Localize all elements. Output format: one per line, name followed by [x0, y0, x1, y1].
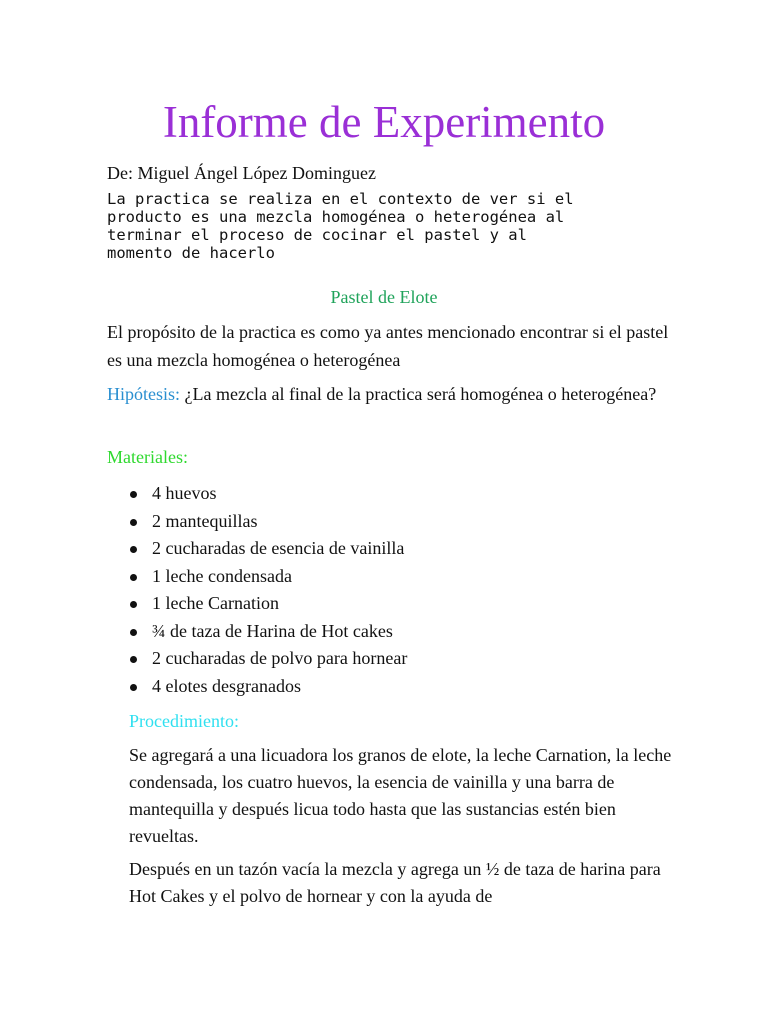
procedure-step-1: Se agregará a una licuadora los granos de elote, la leche Carnation, la leche condensada, los cuatro huevos, la esencia de vainilla y una barra de mantequilla y después licua todo hasta que las sustancias estén bien revueltas.	[129, 745, 672, 846]
material-item: ¾ de taza de Harina de Hot cakes	[152, 620, 393, 641]
purpose-paragraph: El propósito de la practica es como ya antes mencionado encontrar si el pastel es una mezcla homogénea o heterogénea	[107, 322, 669, 370]
bullet-icon	[130, 601, 137, 608]
materials-list	[125, 480, 407, 700]
material-item: 4 elotes desgranados	[152, 675, 301, 696]
procedure-heading: Procedimiento:	[129, 711, 239, 731]
procedure-step-2: Después en un tazón vacía la mezcla y agrega un ½ de taza de harina para Hot Cakes y el polvo de hornear y con la ayuda de	[129, 859, 661, 906]
material-item: 2 cucharadas de esencia de vainilla	[152, 538, 405, 558]
bullet-icon	[130, 519, 137, 526]
list-item	[125, 618, 407, 646]
list-item	[125, 508, 407, 536]
bullet-icon	[130, 629, 137, 636]
bullet-icon	[130, 574, 137, 581]
list-item	[125, 480, 407, 508]
bullet-icon	[130, 491, 137, 498]
material-item: 2 mantequillas	[152, 510, 258, 531]
material-item: 2 cucharadas de polvo para hornear	[152, 648, 408, 668]
list-item	[125, 673, 407, 701]
document-title: Informe de Experimento	[162, 97, 606, 147]
author-line: De: Miguel Ángel López Dominguez	[107, 163, 376, 183]
bullet-icon	[130, 546, 137, 553]
bullet-icon	[130, 656, 137, 663]
list-item	[125, 645, 407, 673]
bullet-icon	[130, 684, 137, 691]
hypothesis-text: ¿La mezcla al final de la practica será homogénea o heterogénea?	[180, 384, 657, 404]
materials-heading: Materiales:	[107, 447, 188, 467]
hypothesis-label: Hipótesis:	[107, 384, 181, 404]
material-item: 1 leche condensada	[152, 565, 292, 586]
material-item: 1 leche Carnation	[152, 593, 279, 613]
list-item	[125, 563, 407, 591]
list-item	[125, 535, 407, 563]
hypothesis-paragraph	[107, 380, 677, 408]
material-item: 4 huevos	[152, 483, 217, 503]
list-item	[125, 590, 407, 618]
recipe-subtitle: Pastel de Elote	[330, 287, 438, 307]
context-paragraph: La practica se realiza en el contexto de ver si el producto es una mezcla homogénea o heterogénea al terminar el proceso de cocinar el pastel y al momento de hacerlo	[107, 190, 574, 262]
